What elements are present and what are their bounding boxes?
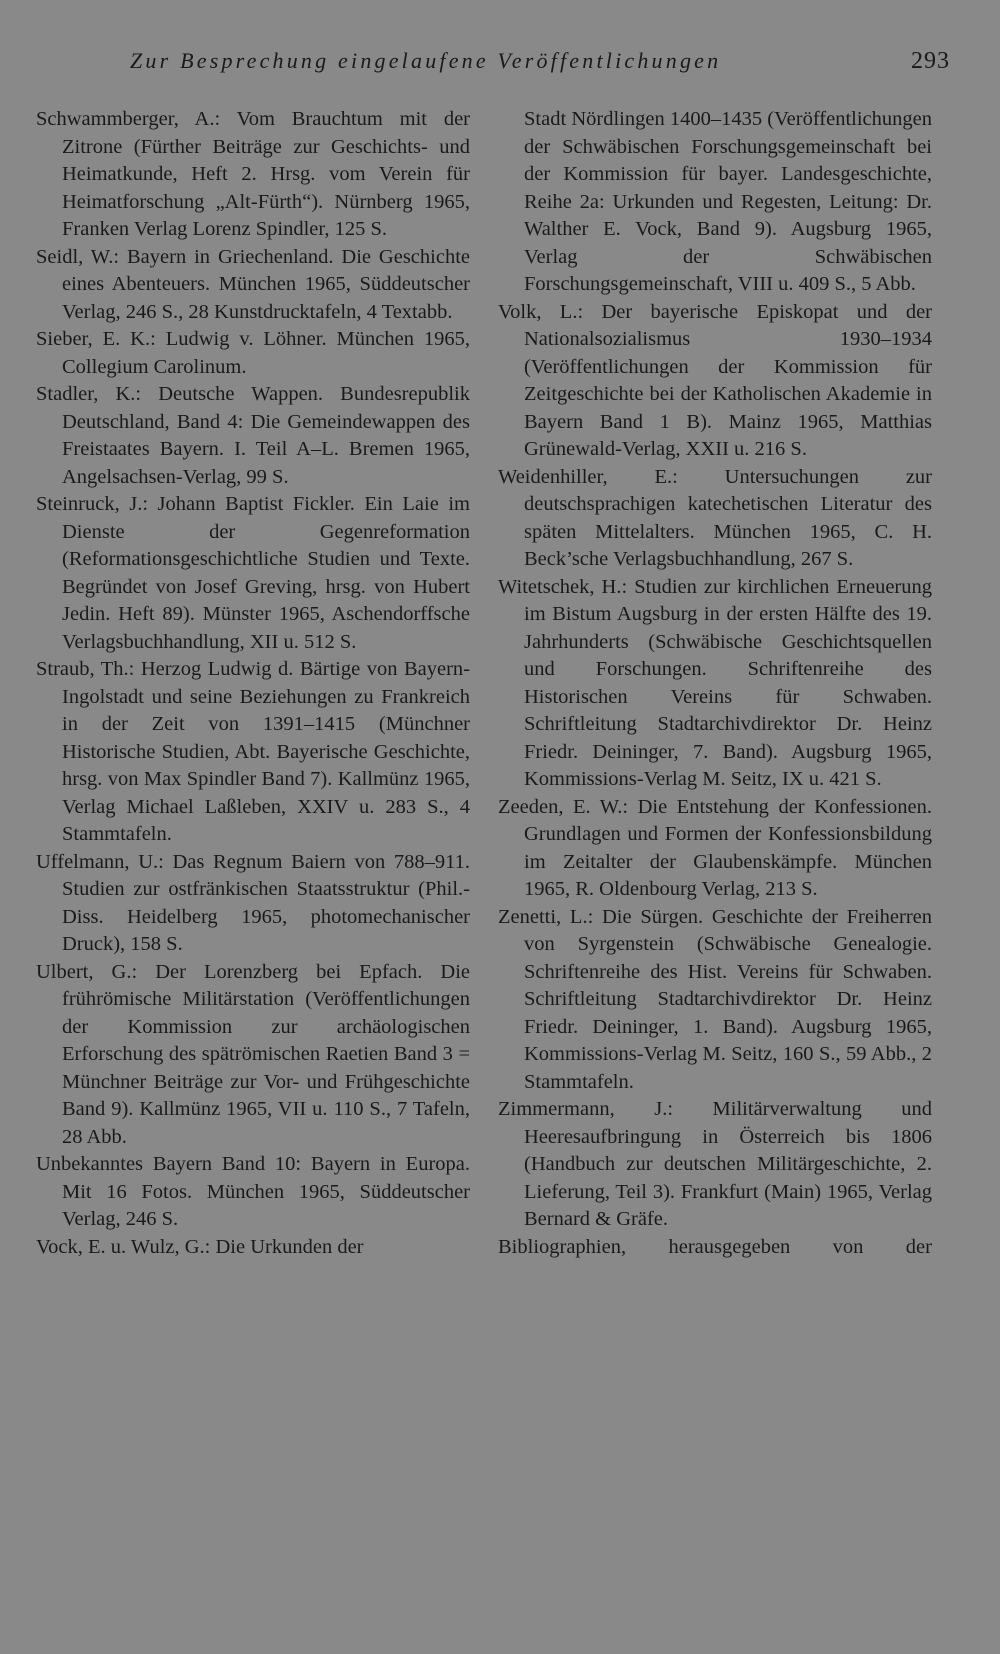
bibliography-entry: Zeeden, E. W.: Die Entstehung der Konfessionen. Grundlagen und Formen der Konfessionsbildung im Zeitalter der Glaubenskämpfe. München 1965, R. Oldenbourg Verlag, 213 S. xyxy=(498,795,932,900)
bibliography-entry: Bibliographien, herausgegeben von der xyxy=(498,1235,932,1258)
bibliography-entry-continuation: Stadt Nördlingen 1400–1435 (Veröffentlichungen der Schwäbischen Forschungsgemeinschaft bei der Kommission für bayer. Landesgeschichte, Reihe 2a: Urkunden und Regesten, Leitung: Dr. Walther E. Vock, Band 9). Augsburg 1965, Verlag der Schwäbischen Forschungsgemeinschaft, VIII u. 409 S., 5 Abb. xyxy=(524,108,932,295)
right-column xyxy=(498,106,932,1261)
bibliography-entry: Steinruck, J.: Johann Baptist Fickler. Ein Laie im Dienste der Gegenreformation (Reformationsgeschichtliche Studien und Texte. Begründet von Josef Greving, hrsg. von Hubert Jedin. Heft 89). Münster 1965, Aschendorffsche Verlagsbuchhandlung, XII u. 512 S. xyxy=(36,493,470,653)
running-header xyxy=(130,48,950,84)
bibliography-entry: Vock, E. u. Wulz, G.: Die Urkunden der xyxy=(36,1235,364,1258)
page-number: 293 xyxy=(911,48,950,74)
left-column xyxy=(36,106,470,1261)
bibliography-entry: Seidl, W.: Bayern in Griechenland. Die Geschichte eines Abenteuers. München 1965, Süddeutscher Verlag, 246 S., 28 Kunstdrucktafeln, 4 Textabb. xyxy=(36,245,470,323)
bibliography-entry: Straub, Th.: Herzog Ludwig d. Bärtige von Bayern-Ingolstadt und seine Beziehungen zu Frankreich in der Zeit von 1391–1415 (Münchner Historische Studien, Abt. Bayerische Geschichte, hrsg. von Max Spindler Band 7). Kallmünz 1965, Verlag Michael Laßleben, XXIV u. 283 S., 4 Stammtafeln. xyxy=(36,658,470,845)
bibliography-entry: Ulbert, G.: Der Lorenzberg bei Epfach. Die frührömische Militärstation (Veröffentlichungen der Kommission zur archäologischen Erforschung des spätrömischen Raetien Band 3 = Münchner Beiträge zur Vor- und Frühgeschichte Band 9). Kallmünz 1965, VII u. 110 S., 7 Tafeln, 28 Abb. xyxy=(36,960,470,1148)
bibliography-entry: Unbekanntes Bayern Band 10: Bayern in Europa. Mit 16 Fotos. München 1965, Süddeutscher Verlag, 246 S. xyxy=(36,1153,470,1230)
bibliography-entry: Weidenhiller, E.: Untersuchungen zur deutschsprachigen katechetischen Literatur des späten Mittelalters. München 1965, C. H. Beck’sche Verlagsbuchhandlung, 267 S. xyxy=(498,465,932,570)
bibliography-entry: Schwammberger, A.: Vom Brauchtum mit der Zitrone (Fürther Beiträge zur Geschichts- und Heimatkunde, Heft 2. Hrsg. vom Verein für Heimatforschung „Alt-Fürth“). Nürnberg 1965, Franken Verlag Lorenz Spindler, 125 S. xyxy=(36,108,470,240)
bibliography-entry: Zenetti, L.: Die Sürgen. Geschichte der Freiherren von Syrgenstein (Schwäbische Genealogie. Schriftenreihe des Hist. Vereins für Schwaben. Schriftleitung Stadtarchivdirektor Dr. Heinz Friedr. Deininger, 1. Band). Augsburg 1965, Kommissions-Verlag M. Seitz, 160 S., 59 Abb., 2 Stammtafeln. xyxy=(498,905,932,1093)
bibliography-entry: Stadler, K.: Deutsche Wappen. Bundesrepublik Deutschland, Band 4: Die Gemeindewappen des Freistaates Bayern. I. Teil A–L. Bremen 1965, Angelsachsen-Verlag, 99 S. xyxy=(36,383,470,488)
bibliography-entry: Volk, L.: Der bayerische Episkopat und der Nationalsozialismus 1930–1934 (Veröffentlichungen der Kommission für Zeitgeschichte bei der Katholischen Akademie in Bayern Band 1 B). Mainz 1965, Matthias Grünewald-Verlag, XXII u. 216 S. xyxy=(498,300,932,460)
bibliography-entry: Uffelmann, U.: Das Regnum Baiern von 788–911. Studien zur ostfränkischen Staatsstruktur (Phil.-Diss. Heidelberg 1965, photomechanischer Druck), 158 S. xyxy=(36,850,470,955)
running-title: Zur Besprechung eingelaufene Veröffentlichungen xyxy=(130,48,722,73)
bibliography-entry: Sieber, E. K.: Ludwig v. Löhner. München 1965, Collegium Carolinum. xyxy=(36,328,470,378)
bibliography-entry: Zimmermann, J.: Militärverwaltung und Heeresaufbringung in Österreich bis 1806 (Handbuch zur deutschen Militärgeschichte, 2. Lieferung, Teil 3). Frankfurt (Main) 1965, Verlag Bernard & Gräfe. xyxy=(498,1098,932,1230)
bibliography-entry: Witetschek, H.: Studien zur kirchlichen Erneuerung im Bistum Augsburg in der ersten Hälfte des 19. Jahrhunderts (Schwäbische Geschichtsquellen und Forschungen. Schriftenreihe des Historischen Vereins für Schwaben. Schriftleitung Stadtarchivdirektor Dr. Heinz Friedr. Deininger, 7. Band). Augsburg 1965, Kommissions-Verlag M. Seitz, IX u. 421 S. xyxy=(498,575,932,790)
